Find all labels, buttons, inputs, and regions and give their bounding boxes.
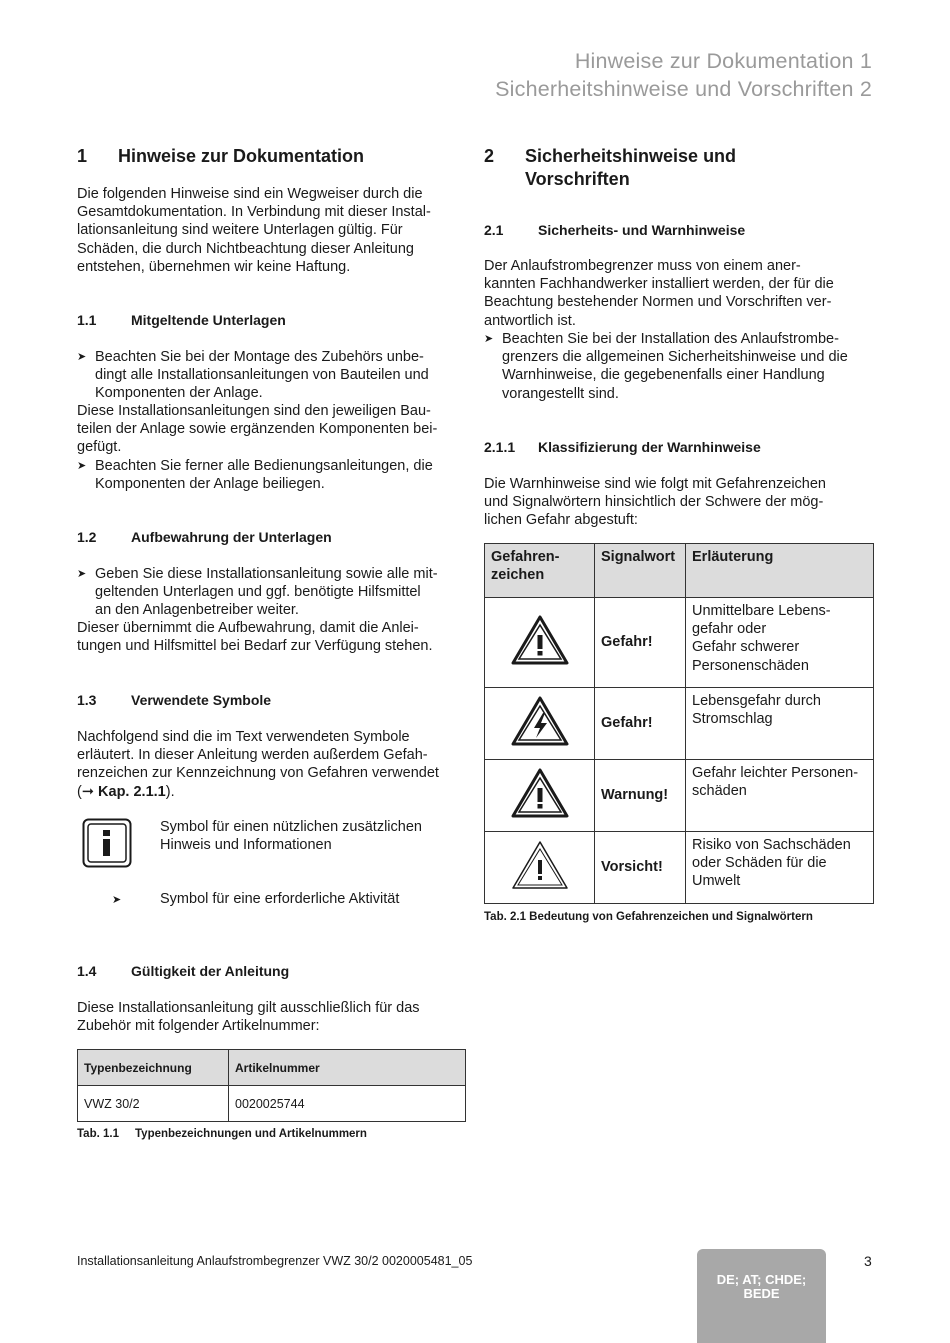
header-line: Gefahren-	[491, 549, 560, 565]
text-line: Beachtung bestehender Normen und Vorschriften ver-	[484, 294, 832, 311]
table-row	[485, 688, 874, 760]
paragraph	[77, 999, 420, 1035]
page-number: 3	[864, 1253, 872, 1269]
info-icon	[82, 818, 132, 868]
subsection-title: Sicherheits- und Warnhinweise	[538, 222, 746, 238]
text-line: renzeichen zur Kennzeichnung von Gefahren verwendet	[77, 765, 439, 782]
text-line: antwortlich ist.	[484, 312, 576, 329]
text-line: Dieser übernimmt die Aufbewahrung, damit die Anlei-	[77, 620, 419, 636]
paragraph	[484, 475, 826, 530]
text-line: lationsanleitung sind weitere Unterlagen gültig. Für	[77, 222, 403, 239]
ref-close: ).	[165, 783, 175, 800]
text-line: an den Anlagenbetreiber weiter.	[95, 602, 299, 619]
text-line: Gefahr leichter Personen-	[692, 765, 859, 781]
text-line: Geben Sie diese Installationsanleitung sowie alle mit-	[95, 566, 438, 582]
section-number: 2	[484, 146, 495, 166]
text-line: Zubehör mit folgender Artikelnummer:	[77, 1018, 320, 1035]
text-line: Lebensgefahr durch	[692, 693, 821, 709]
section-1-intro	[77, 185, 431, 276]
action-arrow-icon: ➤	[112, 894, 122, 906]
text-line: Gesamtdokumentation. In Verbindung mit dieser Instal-	[77, 204, 431, 221]
text-line: geltenden Unterlagen und ggf. benötigte Hilfsmittel	[95, 584, 421, 601]
explanation-cell	[686, 760, 874, 832]
icon-cell	[485, 832, 595, 904]
header-line-2: Sicherheitshinweise und Vorschriften 2	[495, 77, 872, 101]
action-symbol-description: Symbol für eine erforderliche Aktivität	[160, 891, 400, 907]
text-line: Beachten Sie ferner alle Bedienungsanleitungen, die	[95, 458, 433, 474]
text-line: lichen Gefahr abgestuft:	[484, 512, 638, 529]
section-title: Hinweise zur Dokumentation	[118, 146, 365, 166]
signal-word: Gefahr!	[595, 688, 686, 760]
chapter-reference: Kap. 2.1.1	[98, 783, 166, 800]
text-line: erläutert. In dieser Anleitung werden außerdem Gefah-	[77, 747, 428, 764]
ref-open: (	[77, 783, 82, 800]
subsection-number: 2.1.1	[484, 439, 516, 455]
subsection-number: 1.3	[77, 692, 97, 708]
header-line-1: Hinweise zur Dokumentation 1	[574, 49, 872, 73]
section-number: 1	[77, 146, 88, 166]
text-line: Gefahr schwerer	[692, 639, 800, 656]
table-header-row	[485, 544, 874, 598]
table-cell: VWZ 30/2	[78, 1086, 229, 1122]
column-header	[485, 544, 595, 598]
warning-triangle-icon	[510, 614, 570, 666]
table-1-1-caption	[77, 1128, 367, 1140]
caption-text: Typenbezeichnungen und Artikelnummern	[135, 1128, 367, 1140]
subsection-title: Klassifizierung der Warnhinweise	[538, 439, 761, 455]
text-line: Hinweis und Informationen	[160, 837, 332, 854]
column-header: Signalwort	[595, 544, 686, 598]
signal-word: Gefahr!	[595, 598, 686, 688]
text-line: Komponenten der Anlage beiliegen.	[95, 476, 325, 493]
subsection-number: 1.1	[77, 312, 97, 328]
subsection-number: 1.4	[77, 963, 97, 979]
bullet-arrow-icon: ➤	[77, 568, 87, 580]
warning-classification-table	[484, 543, 874, 904]
icon-cell	[485, 598, 595, 688]
column-header: Erläuterung	[686, 544, 874, 598]
info-symbol-description	[160, 818, 422, 854]
article-number-table	[77, 1049, 466, 1122]
text-line: tungen und Hilfsmittel bei Bedarf zur Verfügung stehen.	[77, 638, 433, 655]
text-line: entstehen, übernehmen wir keine Haftung.	[77, 258, 351, 275]
text-line: Die Warnhinweise sind wie folgt mit Gefahrenzeichen	[484, 476, 826, 492]
bullet-arrow-icon: ➤	[77, 351, 87, 363]
column-header: Artikelnummer	[229, 1050, 466, 1086]
warning-triangle-icon	[510, 767, 570, 819]
explanation-cell	[686, 832, 874, 904]
text-line: Unmittelbare Lebens-	[692, 603, 831, 619]
signal-word: Warnung!	[595, 760, 686, 832]
title-line: Sicherheitshinweise und	[525, 146, 737, 166]
text-line: und Signalwörtern hinsichtlich der Schwere der mög-	[484, 494, 824, 511]
paragraph	[77, 728, 439, 801]
text-line: Die folgenden Hinweise sind ein Wegweiser durch die	[77, 186, 423, 202]
bullet-arrow-icon: ➤	[484, 333, 494, 345]
text-line: Umwelt	[692, 873, 741, 890]
text-line: Risiko von Sachschäden	[692, 837, 851, 853]
table-2-1-caption: Tab. 2.1 Bedeutung von Gefahrenzeichen und Signalwörtern	[484, 911, 813, 923]
text-line: schäden	[692, 783, 747, 800]
table-header-row	[78, 1050, 466, 1086]
text-line: gefahr oder	[692, 621, 767, 638]
text-line: Beachten Sie bei der Montage des Zubehörs unbe-	[95, 349, 424, 365]
text-line: Diese Installationsanleitungen sind den jeweiligen Bau-	[77, 403, 431, 419]
paragraph	[77, 619, 432, 655]
subsection-title: Verwendete Symbole	[131, 692, 272, 708]
caption-number: Tab. 1.1	[77, 1128, 119, 1140]
subsection-title: Gültigkeit der Anleitung	[131, 963, 290, 979]
footer-document-title: Installationsanleitung Anlaufstrombegrenzer VWZ 30/2 0020005481_05	[77, 1254, 473, 1268]
text-line: grenzers die allgemeinen Sicherheitshinweise und die	[502, 349, 848, 366]
table-cell: 0020025744	[229, 1086, 466, 1122]
text-line: Schäden, die durch Nichtbeachtung dieser Anleitung	[77, 240, 414, 257]
table-row	[485, 760, 874, 832]
text-line	[77, 783, 439, 801]
icon-cell	[485, 688, 595, 760]
paragraph	[77, 402, 437, 457]
language-codes-line: BEDE	[743, 1286, 780, 1301]
table-row	[485, 832, 874, 904]
text-line: oder Schäden für die	[692, 855, 827, 872]
subsection-number: 2.1	[484, 222, 504, 238]
bullet-arrow-icon: ➤	[77, 460, 87, 472]
text-line: kannten Fachhandwerker installiert werden, der für die	[484, 276, 834, 293]
text-line: dingt alle Installationsanleitungen von Bauteilen und	[95, 367, 429, 384]
subsection-title: Aufbewahrung der Unterlagen	[131, 529, 332, 545]
text-line: Personenschäden	[692, 657, 809, 674]
section-title	[525, 145, 736, 191]
text-line: Symbol für einen nützlichen zusätzlichen	[160, 819, 422, 835]
text-line: vorangestellt sind.	[502, 385, 619, 402]
language-codes-line: DE; AT; CHDE;	[716, 1272, 807, 1287]
ref-arrow-icon: ➞	[81, 783, 94, 800]
header-line: zeichen	[491, 567, 545, 584]
table-row	[485, 598, 874, 688]
signal-word: Vorsicht!	[595, 832, 686, 904]
text-line: Diese Installationsanleitung gilt ausschließlich für das	[77, 1000, 420, 1016]
electric-shock-icon	[510, 695, 570, 747]
text-line: Der Anlaufstrombegrenzer muss von einem aner-	[484, 258, 801, 274]
language-tab	[697, 1249, 826, 1343]
text-line: gefügt.	[77, 439, 122, 456]
text-line: Nachfolgend sind die im Text verwendeten Symbole	[77, 729, 410, 745]
text-line: Stromschlag	[692, 711, 773, 728]
icon-cell	[485, 760, 595, 832]
text-line: Warnhinweise, die gegebenenfalls einer Handlung	[502, 367, 825, 384]
paragraph	[484, 257, 834, 330]
text-line: Komponenten der Anlage.	[95, 385, 263, 402]
subsection-number: 1.2	[77, 529, 97, 545]
caution-triangle-icon	[510, 839, 570, 891]
explanation-cell	[686, 598, 874, 688]
table-row	[78, 1086, 466, 1122]
explanation-cell	[686, 688, 874, 760]
title-line: Vorschriften	[525, 169, 630, 189]
text-line: Beachten Sie bei der Installation des Anlaufstrombe-	[502, 331, 839, 347]
text-line: teilen der Anlage sowie ergänzenden Komponenten bei-	[77, 421, 438, 438]
subsection-title: Mitgeltende Unterlagen	[131, 312, 286, 328]
column-header: Typenbezeichnung	[78, 1050, 229, 1086]
